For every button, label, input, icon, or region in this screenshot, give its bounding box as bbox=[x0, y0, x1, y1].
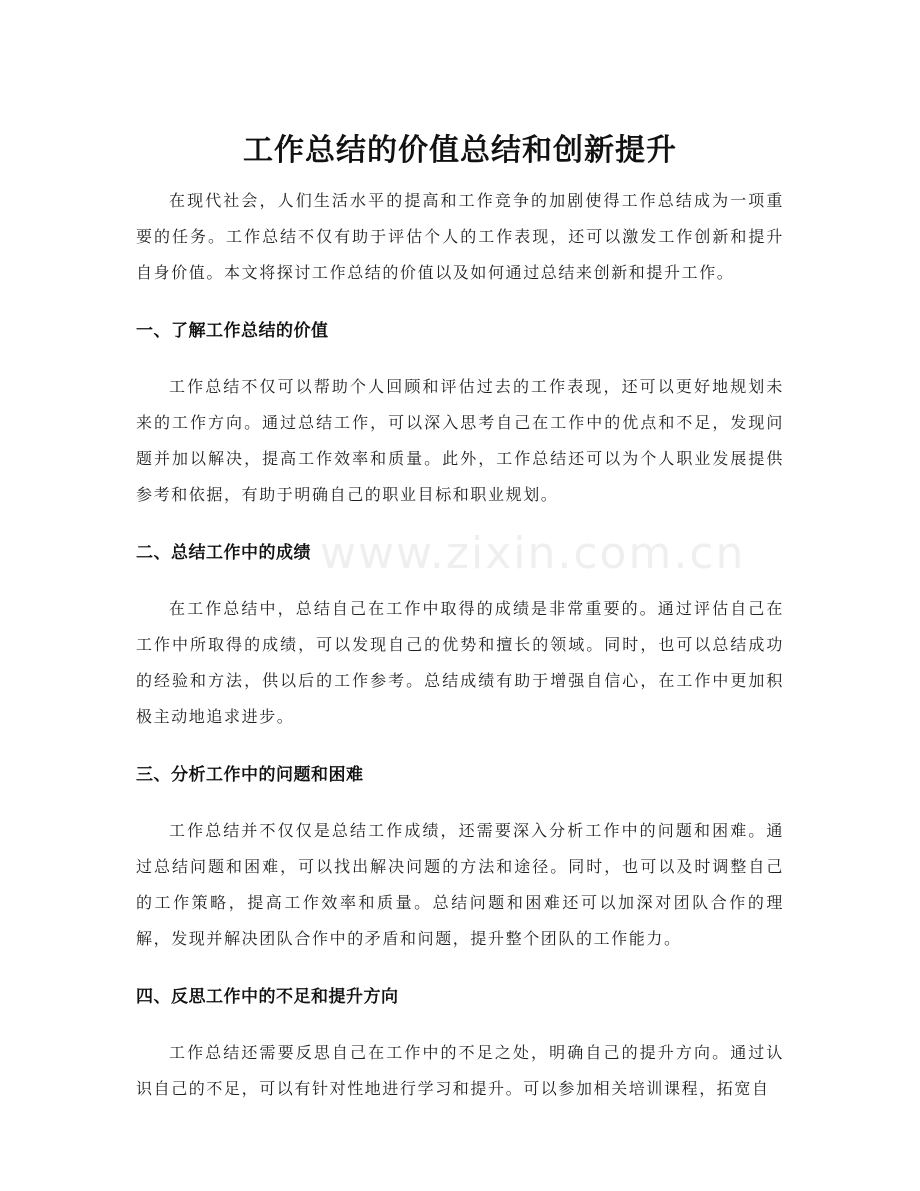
document-title: 工作总结的价值总结和创新提升 bbox=[243, 133, 677, 169]
section-paragraph-4: 工作总结还需要反思自己在工作中的不足之处，明确自己的提升方向。通过认识自己的不足，可以有针对性地进行学习和提升。可以参加相关培训课程，拓宽自 bbox=[136, 1043, 784, 1098]
watermark: www.zixin.com.cn bbox=[320, 528, 746, 579]
section-heading-3: 三、分析工作中的问题和困难 bbox=[136, 765, 364, 785]
intro-paragraph: 在现代社会，人们生活水平的提高和工作竞争的加剧使得工作总结成为一项重要的任务。工作总结不仅有助于评估个人的工作表现，还可以激发工作创新和提升自身价值。本文将探讨工作总结的价值以及如何通过总结来创新和提升工作。 bbox=[136, 191, 784, 282]
section-paragraph-1: 工作总结不仅可以帮助个人回顾和评估过去的工作表现，还可以更好地规划未来的工作方向。通过总结工作，可以深入思考自己在工作中的优点和不足，发现问题并加以解决，提高工作效率和质量。此外，工作总结还可以为个人职业发展提供参考和依据，有助于明确自己的职业目标和职业规划。 bbox=[136, 377, 784, 504]
section-heading-2: 二、总结工作中的成绩 bbox=[136, 543, 311, 563]
section-heading-1: 一、了解工作总结的价值 bbox=[136, 321, 329, 341]
section-paragraph-2: 在工作总结中，总结自己在工作中取得的成绩是非常重要的。通过评估自己在工作中所取得的成绩，可以发现自己的优势和擅长的领域。同时，也可以总结成功的经验和方法，供以后的工作参考。总结成绩有助于增强自信心，在工作中更加积极主动地追求进步。 bbox=[136, 599, 784, 726]
document-body bbox=[136, 183, 784, 1107]
section-heading-4: 四、反思工作中的不足和提升方向 bbox=[136, 987, 399, 1007]
section-paragraph-3: 工作总结并不仅仅是总结工作成绩，还需要深入分析工作中的问题和困难。通过总结问题和困难，可以找出解决问题的方法和途径。同时，也可以及时调整自己的工作策略，提高工作效率和质量。总结问题和困难还可以加深对团队合作的理解，发现并解决团队合作中的矛盾和问题，提升整个团队的工作能力。 bbox=[136, 821, 784, 948]
